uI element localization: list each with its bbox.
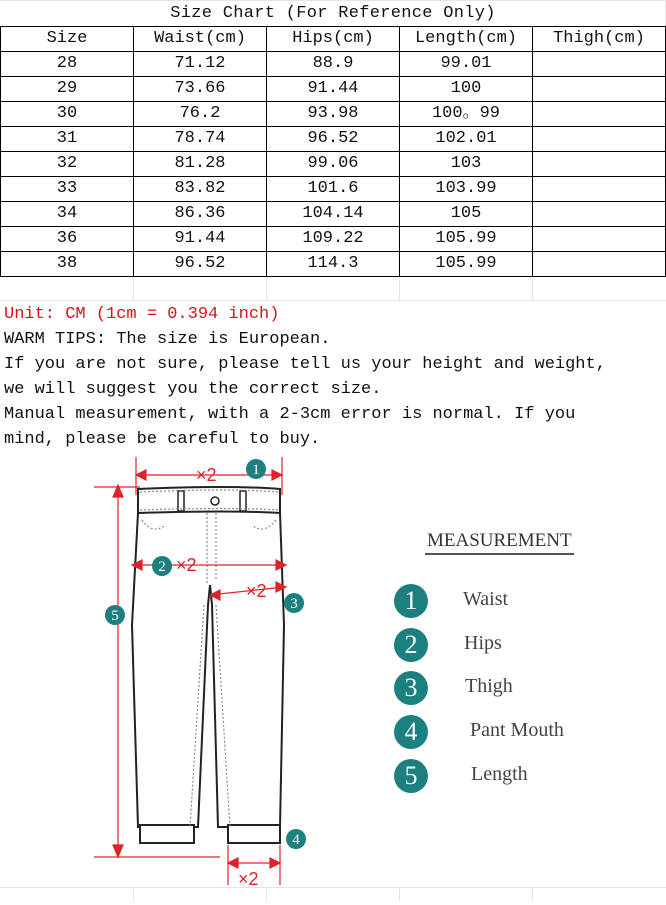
cell-thigh — [533, 127, 666, 152]
legend-item-pant-mouth — [394, 715, 634, 751]
cell-thigh — [533, 202, 666, 227]
note-line: Manual measurement, with a 2-3cm error is normal. If you — [4, 405, 576, 424]
cell-waist: 73.66 — [134, 77, 267, 102]
notes-block — [4, 302, 606, 452]
svg-text:1: 1 — [252, 462, 260, 478]
svg-text:4: 4 — [292, 832, 300, 848]
gridline — [133, 276, 134, 300]
cell-thigh — [533, 227, 666, 252]
legend-label: Pant Mouth — [470, 719, 564, 741]
cell-waist: 71.12 — [134, 52, 267, 77]
table-row — [1, 177, 666, 202]
note-line: we will suggest you the correct size. — [4, 380, 382, 399]
table-row — [1, 152, 666, 177]
cell-waist: 78.74 — [134, 127, 267, 152]
size-table — [0, 26, 666, 277]
svg-text:×2: ×2 — [196, 465, 217, 485]
legend-item-thigh — [394, 671, 634, 707]
header-waist: Waist(cm) — [134, 27, 267, 52]
header-thigh: Thigh(cm) — [533, 27, 666, 52]
svg-text:2: 2 — [158, 559, 166, 575]
cell-size: 31 — [1, 127, 134, 152]
cell-hips: 93.98 — [267, 102, 400, 127]
cell-waist: 83.82 — [134, 177, 267, 202]
cell-length: 105 — [400, 202, 533, 227]
gridline — [0, 300, 666, 301]
cell-hips: 109.22 — [267, 227, 400, 252]
legend-label: Length — [471, 763, 528, 785]
cell-thigh — [533, 252, 666, 277]
legend-label: Waist — [463, 588, 509, 610]
cell-size: 29 — [1, 77, 134, 102]
pants-illustration — [90, 455, 320, 901]
number-2-icon: 2 — [394, 628, 428, 662]
cell-thigh — [533, 152, 666, 177]
svg-text:×2: ×2 — [246, 581, 267, 601]
number-4-icon: 4 — [394, 715, 428, 749]
cell-waist: 81.28 — [134, 152, 267, 177]
cell-length: 105.99 — [400, 227, 533, 252]
gridline — [399, 276, 400, 300]
legend-item-waist — [394, 584, 634, 620]
cell-length: 100 — [400, 77, 533, 102]
header-length: Length(cm) — [400, 27, 533, 52]
svg-text:×2: ×2 — [176, 555, 197, 575]
cell-size: 38 — [1, 252, 134, 277]
header-hips: Hips(cm) — [267, 27, 400, 52]
cell-thigh — [533, 77, 666, 102]
number-5-icon: 5 — [394, 759, 428, 793]
header-size: Size — [1, 27, 134, 52]
svg-text:3: 3 — [290, 596, 298, 612]
unit-note: Unit: CM (1cm = 0.394 inch) — [4, 305, 280, 324]
cell-length: 99.01 — [400, 52, 533, 77]
svg-text:5: 5 — [111, 608, 119, 624]
cell-thigh — [533, 52, 666, 77]
cell-size: 33 — [1, 177, 134, 202]
gridline — [399, 887, 400, 901]
pants-diagram — [90, 455, 320, 901]
size-chart-title: Size Chart (For Reference Only) — [170, 4, 496, 23]
table-row — [1, 202, 666, 227]
cell-hips: 88.9 — [267, 52, 400, 77]
cell-hips: 99.06 — [267, 152, 400, 177]
cell-length: 103 — [400, 152, 533, 177]
cell-hips: 101.6 — [267, 177, 400, 202]
cell-thigh — [533, 177, 666, 202]
measurement-legend — [380, 520, 640, 800]
cell-size: 32 — [1, 152, 134, 177]
cell-size: 28 — [1, 52, 134, 77]
cell-size: 34 — [1, 202, 134, 227]
cell-hips: 104.14 — [267, 202, 400, 227]
cell-waist: 96.52 — [134, 252, 267, 277]
warm-tips: WARM TIPS: The size is European. — [4, 330, 331, 349]
cell-size: 30 — [1, 102, 134, 127]
legend-item-length — [394, 759, 634, 795]
cell-length: 105.99 — [400, 252, 533, 277]
cell-thigh — [533, 102, 666, 127]
cell-waist: 91.44 — [134, 227, 267, 252]
cell-waist: 86.36 — [134, 202, 267, 227]
cell-waist: 76.2 — [134, 102, 267, 127]
table-row — [1, 77, 666, 102]
table-row — [1, 252, 666, 277]
legend-title: MEASUREMENT — [425, 530, 574, 555]
cell-hips: 91.44 — [267, 77, 400, 102]
table-row — [1, 52, 666, 77]
cell-hips: 114.3 — [267, 252, 400, 277]
legend-label: Thigh — [465, 675, 513, 697]
cell-size: 36 — [1, 227, 134, 252]
cell-length: 100。99 — [400, 102, 533, 127]
svg-text:×2: ×2 — [238, 869, 259, 889]
table-row — [1, 102, 666, 127]
note-line: mind, please be careful to buy. — [4, 430, 321, 449]
gridline — [532, 887, 533, 901]
cell-length: 103.99 — [400, 177, 533, 202]
cell-length: 102.01 — [400, 127, 533, 152]
cell-hips: 96.52 — [267, 127, 400, 152]
table-row — [1, 227, 666, 252]
legend-item-hips — [394, 628, 634, 664]
legend-label: Hips — [464, 632, 502, 654]
note-line: If you are not sure, please tell us your height and weight, — [4, 355, 606, 374]
table-row — [1, 127, 666, 152]
table-header-row — [1, 27, 666, 52]
number-3-icon: 3 — [394, 671, 428, 705]
number-1-icon: 1 — [394, 584, 428, 618]
gridline — [532, 276, 533, 300]
gridline — [266, 276, 267, 300]
